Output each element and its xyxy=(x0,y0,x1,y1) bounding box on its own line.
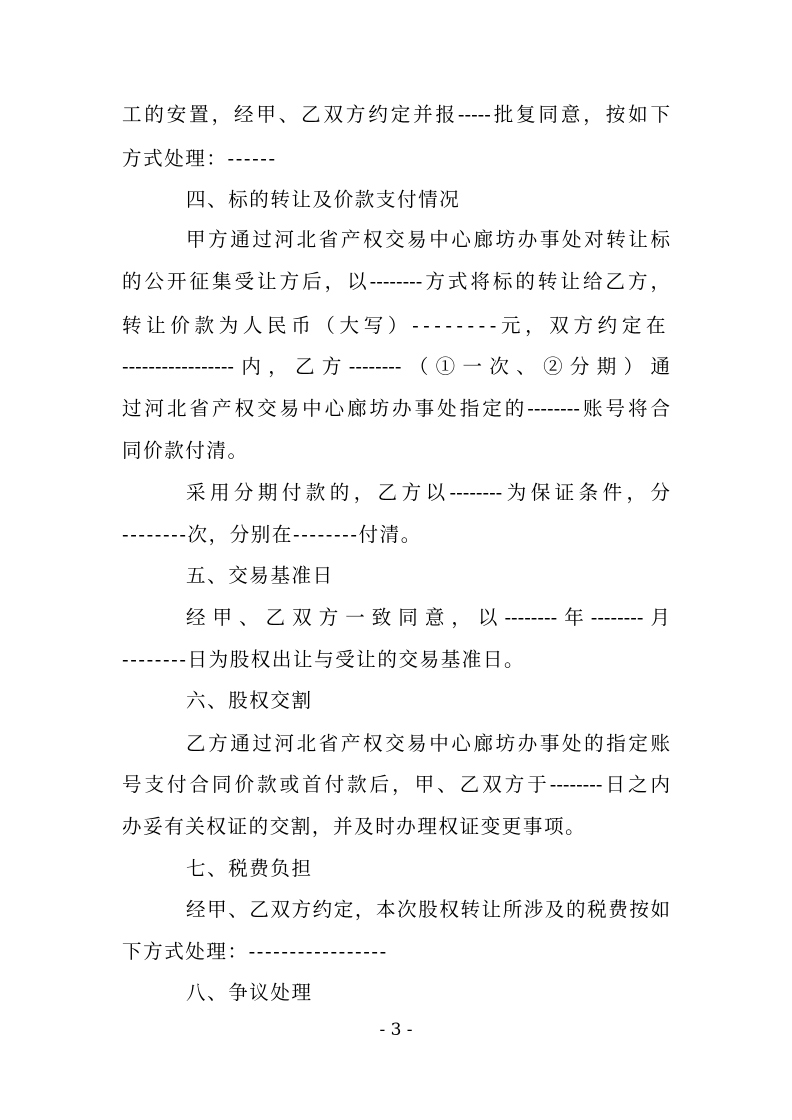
body-line: 工的安置，经甲、乙双方约定并报-----批复同意，按如下 xyxy=(122,103,670,126)
body-line: 乙方通过河北省产权交易中心廊坊办事处的指定账 xyxy=(186,732,670,755)
body-line: 办妥有关权证的交割，并及时办理权证变更事项。 xyxy=(122,815,587,838)
body-line: 采用分期付款的，乙方以--------为保证条件，分 xyxy=(186,481,670,504)
section-heading: 七、税费负担 xyxy=(186,857,313,880)
body-line: 经甲、乙双方一致同意，以--------年--------月 xyxy=(186,606,670,629)
body-line: 甲方通过河北省产权交易中心廊坊办事处对转让标 xyxy=(186,228,670,251)
section-heading: 六、股权交割 xyxy=(186,689,313,712)
body-line: 下方式处理：----------------- xyxy=(122,940,388,963)
body-line: --------次，分别在--------付清。 xyxy=(122,523,422,546)
section-heading: 八、争议处理 xyxy=(186,981,313,1004)
section-heading: 四、标的转让及价款支付情况 xyxy=(186,188,461,211)
body-line: 转让价款为人民币（大写）--------元，双方约定在 xyxy=(122,314,670,337)
body-line: 的公开征集受让方后，以--------方式将标的转让给乙方， xyxy=(122,270,670,293)
page-number: - 3 - xyxy=(379,1020,413,1040)
body-line: 方式处理：------ xyxy=(122,147,277,170)
section-heading: 五、交易基准日 xyxy=(186,564,334,587)
body-line: --------日为股权出让与受让的交易基准日。 xyxy=(122,648,526,671)
body-line: 过河北省产权交易中心廊坊办事处指定的--------账号将合 xyxy=(122,397,670,420)
body-line: -----------------内，乙方--------（①一次、②分期）通 xyxy=(122,355,670,378)
body-line: 同价款付清。 xyxy=(122,439,249,462)
body-line: 号支付合同价款或首付款后，甲、乙双方于--------日之内 xyxy=(122,773,670,796)
body-line: 经甲、乙双方约定，本次股权转让所涉及的税费按如 xyxy=(186,898,670,921)
